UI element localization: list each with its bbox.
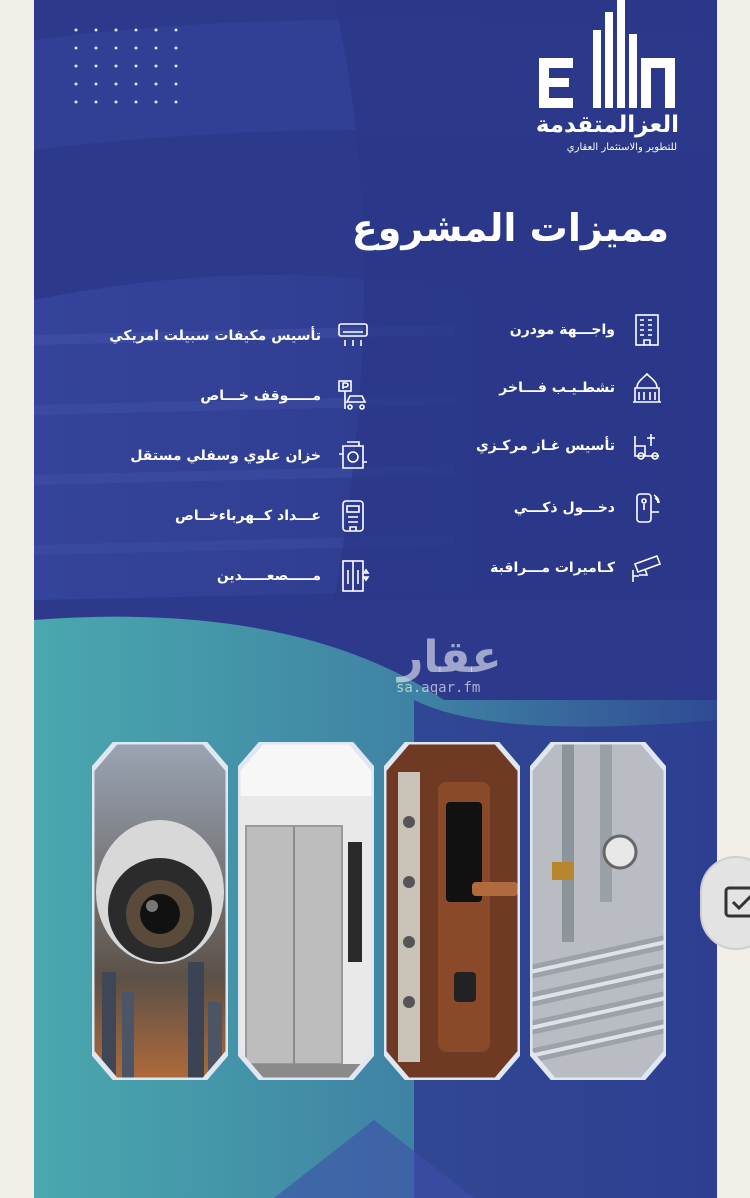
- smart-lock-photo: [384, 742, 520, 1080]
- feature-label: مـــــصعـــــدين: [216, 568, 321, 584]
- cctv-camera-photo: [92, 742, 228, 1080]
- gas-pipes-icon: [629, 428, 665, 464]
- feature-label: تأسيس غـاز مركـزي: [475, 438, 615, 454]
- elevator-photo: [238, 742, 374, 1080]
- floating-action-button[interactable]: [700, 856, 750, 950]
- check-box-icon: [722, 884, 750, 924]
- feature-split-ac: [109, 316, 371, 356]
- feature-label: خزان علوي وسفلي مستقل: [130, 448, 321, 464]
- feature-surveillance: [490, 548, 665, 588]
- feature-luxury-finishing: [499, 368, 665, 408]
- poster: [34, 0, 717, 1198]
- parking-icon: [335, 378, 371, 414]
- feature-label: كـاميرات مـــراقبة: [490, 560, 615, 576]
- feature-elevators: [217, 556, 371, 596]
- feature-water-tanks: [130, 436, 371, 476]
- aqar-watermark: عقار: [398, 632, 502, 683]
- feature-label: دخـــول ذكـــي: [513, 500, 615, 516]
- air-conditioner-icon: [335, 318, 371, 354]
- luxury-finishing-icon: [629, 370, 665, 406]
- electric-meter-icon: [335, 498, 371, 534]
- feature-electric-meter: [175, 496, 371, 536]
- feature-label: واجـــهة مودرن: [509, 322, 615, 338]
- water-tank-icon: [335, 438, 371, 474]
- feature-label: تأسيس مكيفات سبيلت امريكي: [109, 328, 321, 344]
- feature-label: عـــداد كــهرباءخــاص: [175, 508, 321, 524]
- building-facade-icon: [629, 312, 665, 348]
- smart-lock-icon: [629, 490, 665, 526]
- feature-modern-facade: [510, 310, 665, 350]
- page-title: مميزات المشروع: [351, 206, 669, 250]
- brand-tagline: للتطوير والاستثمار العقاري: [566, 142, 677, 153]
- feature-label: تشطـيـب فـــاخر: [499, 380, 615, 396]
- elevator-icon: [335, 558, 371, 594]
- aqar-watermark-url: sa.aqar.fm: [396, 680, 481, 696]
- feature-smart-entry: [514, 488, 665, 528]
- feature-label: مـــــوقف خـــاص: [200, 388, 321, 404]
- brand-name: العزالمتقدمة: [535, 112, 679, 138]
- cctv-camera-icon: [629, 550, 665, 586]
- gas-pipes-photo: [530, 742, 666, 1080]
- feature-central-gas: [476, 426, 665, 466]
- feature-private-parking: [200, 376, 371, 416]
